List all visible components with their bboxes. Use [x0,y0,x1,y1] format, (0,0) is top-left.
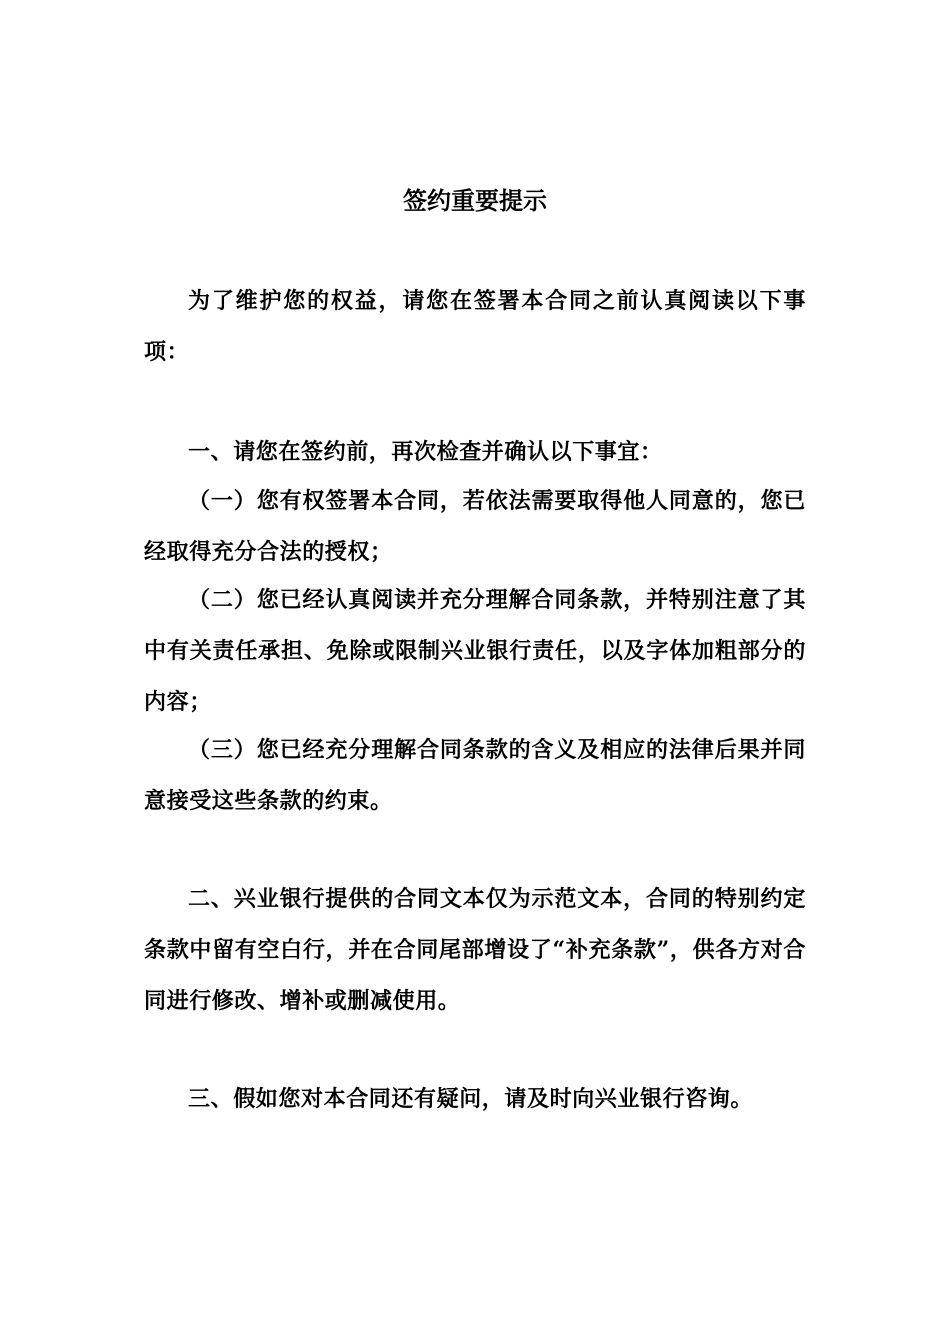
section-3-paragraph: 三、假如您对本合同还有疑问，请及时向兴业银行咨询。 [188,1086,754,1112]
section-2-paragraph: 二、兴业银行提供的合同文本仅为示范文本，合同的特别约定条款中留有空白行，并在合同尾部增设了“补充条款”，供各方对合同进行修改、增补或删减使用。 [144,886,806,1014]
section-1-item-1: （一）您有权签署本合同，若依法需要取得他人同意的，您已经取得充分合法的授权； [144,488,806,565]
section-1-item-3: （三）您已经充分理解合同条款的含义及相应的法律后果并同意接受这些条款的约束。 [144,737,806,814]
section-1-item-2: （二）您已经认真阅读并充分理解合同条款，并特别注意了其中有关责任承担、免除或限制兴业银行责任，以及字体加粗部分的内容； [144,587,806,715]
intro-paragraph: 为了维护您的权益，请您在签署本合同之前认真阅读以下事项： [144,288,806,365]
page-title: 签约重要提示 [403,186,547,215]
section-1-heading: 一、请您在签约前，再次检查并确认以下事宜： [188,439,663,465]
